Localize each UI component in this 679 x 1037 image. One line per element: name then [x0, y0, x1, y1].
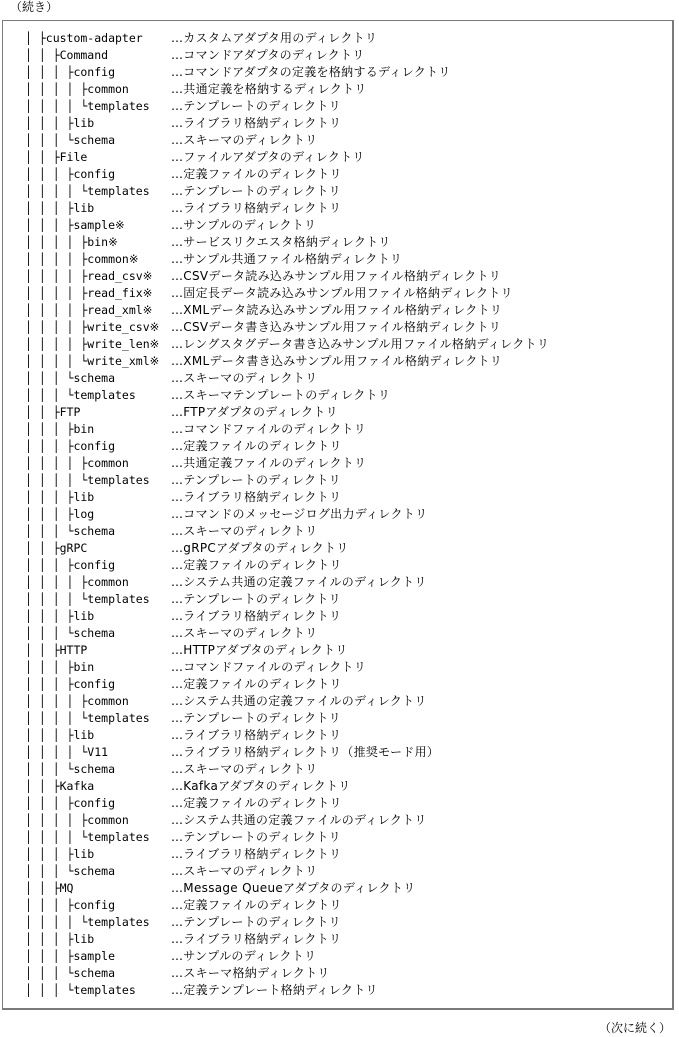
tree-row: [3, 251, 672, 268]
tree-row: [3, 234, 672, 251]
tree-row: [3, 132, 672, 149]
directory-description: …カスタムアダプタ用のディレクトリ: [171, 31, 378, 45]
directory-name: │ │ │ ├lib: [25, 932, 95, 946]
tree-row: [3, 438, 672, 455]
directory-name: │ │ │ │ └templates: [25, 473, 150, 487]
tree-row: [3, 183, 672, 200]
directory-description: …定義ファイルのディレクトリ: [171, 167, 342, 181]
directory-name: │ │ │ ├lib: [25, 490, 95, 504]
tree-row: [3, 710, 672, 727]
directory-name: │ │ │ │ ├common: [25, 575, 129, 589]
directory-tree-box: [2, 20, 674, 1010]
directory-name: │ │ │ ├config: [25, 558, 116, 572]
tree-row: [3, 455, 672, 472]
tree-row: [3, 489, 672, 506]
directory-description: …定義ファイルのディレクトリ: [171, 898, 342, 912]
directory-description: …HTTPアダプタのディレクトリ: [171, 643, 348, 657]
directory-name: │ │ │ └schema: [25, 864, 116, 878]
directory-description: …定義ファイルのディレクトリ: [171, 796, 342, 810]
directory-description: …サンプルのディレクトリ: [171, 218, 317, 232]
tree-row: [3, 676, 672, 693]
directory-description: …FTPアダプタのディレクトリ: [171, 405, 338, 419]
directory-name: │ │ │ │ ├write_csv※: [25, 320, 160, 334]
tree-row: [3, 404, 672, 421]
tree-row: [3, 557, 672, 574]
tree-row: [3, 302, 672, 319]
directory-description: …ライブラリ格納ディレクトリ（推奨モード用）: [171, 745, 440, 759]
directory-description: …レングスタグデータ書き込みサンプル用ファイル格納ディレクトリ: [171, 337, 550, 351]
directory-description: …ライブラリ格納ディレクトリ: [171, 847, 342, 861]
directory-name: │ │ │ │ ├common: [25, 813, 129, 827]
continued-label: （続き）: [10, 0, 59, 14]
tree-row: [3, 421, 672, 438]
directory-name: │ │ │ │ └write_xml※: [25, 354, 160, 368]
directory-name: │ │ ├gRPC: [25, 541, 88, 555]
tree-row: [3, 727, 672, 744]
tree-row: [3, 149, 672, 166]
directory-description: …コマンドアダプタのディレクトリ: [171, 48, 365, 62]
directory-name: │ │ ├File: [25, 150, 88, 164]
tree-row: [3, 982, 672, 999]
directory-description: …ライブラリ格納ディレクトリ: [171, 609, 342, 623]
directory-description: …gRPCアダプタのディレクトリ: [171, 541, 349, 555]
directory-name: │ │ │ ├config: [25, 796, 116, 810]
directory-name: │ │ │ │ └templates: [25, 184, 150, 198]
tree-row: [3, 387, 672, 404]
tree-row: [3, 778, 672, 795]
directory-name: │ │ │ ├sample: [25, 949, 116, 963]
directory-description: …共通定義ファイルのディレクトリ: [171, 456, 367, 470]
directory-name: │ │ │ ├lib: [25, 116, 95, 130]
directory-description: …テンプレートのディレクトリ: [171, 99, 341, 113]
tree-row: [3, 200, 672, 217]
directory-name: │ │ │ │ ├common: [25, 82, 129, 96]
tree-row: [3, 285, 672, 302]
directory-name: │ ├custom-adapter: [25, 31, 143, 45]
directory-name: │ │ ├Command: [25, 48, 109, 62]
directory-description: …ライブラリ格納ディレクトリ: [171, 728, 342, 742]
directory-name: │ │ │ ├config: [25, 898, 116, 912]
directory-name: │ │ │ ├config: [25, 439, 116, 453]
directory-name: │ │ │ │ ├common: [25, 456, 129, 470]
directory-description: …スキーマ格納ディレクトリ: [171, 966, 330, 980]
directory-description: …定義ファイルのディレクトリ: [171, 558, 342, 572]
directory-name: │ │ │ ├sample※: [25, 218, 125, 232]
directory-description: …Kafkaアダプタのディレクトリ: [171, 779, 351, 793]
directory-name: │ │ │ └schema: [25, 966, 116, 980]
tree-row: [3, 965, 672, 982]
directory-name: │ │ │ │ ├read_csv※: [25, 269, 153, 283]
directory-name: │ │ │ │ └templates: [25, 711, 150, 725]
directory-description: …スキーマのディレクトリ: [171, 762, 318, 776]
directory-name: │ │ │ │ └V11: [25, 745, 109, 759]
tree-row: [3, 268, 672, 285]
directory-name: │ │ │ ├lib: [25, 728, 95, 742]
tree-row: [3, 625, 672, 642]
tree-row: [3, 574, 672, 591]
tree-row: [3, 217, 672, 234]
directory-name: │ │ │ ├bin: [25, 422, 95, 436]
directory-name: │ │ │ └schema: [25, 371, 116, 385]
directory-description: …共通定義を格納するディレクトリ: [171, 82, 367, 96]
directory-description: …システム共通の定義ファイルのディレクトリ: [171, 813, 427, 827]
tree-row: [3, 829, 672, 846]
directory-description: …テンプレートのディレクトリ: [171, 830, 341, 844]
directory-tree: [3, 30, 672, 999]
tree-row: [3, 761, 672, 778]
directory-name: │ │ │ └schema: [25, 133, 116, 147]
directory-description: …コマンドファイルのディレクトリ: [171, 660, 367, 674]
directory-description: …コマンドのメッセージログ出力ディレクトリ: [171, 507, 428, 521]
directory-description: …XMLデータ書き込みサンプル用ファイル格納ディレクトリ: [171, 354, 503, 368]
directory-description: …ライブラリ格納ディレクトリ: [171, 116, 342, 130]
directory-description: …ライブラリ格納ディレクトリ: [171, 932, 342, 946]
directory-description: …スキーマのディレクトリ: [171, 864, 318, 878]
tree-row: [3, 81, 672, 98]
directory-name: │ │ │ ├lib: [25, 201, 95, 215]
tree-row: [3, 98, 672, 115]
directory-description: …ライブラリ格納ディレクトリ: [171, 201, 342, 215]
directory-description: …ライブラリ格納ディレクトリ: [171, 490, 342, 504]
directory-name: │ │ │ ├lib: [25, 847, 95, 861]
tree-row: [3, 336, 672, 353]
directory-name: │ │ │ │ ├bin※: [25, 235, 118, 249]
directory-description: …テンプレートのディレクトリ: [171, 711, 341, 725]
directory-description: …サンプル共通ファイル格納ディレクトリ: [171, 252, 403, 266]
directory-name: │ │ │ │ ├read_fix※: [25, 286, 153, 300]
directory-name: │ │ ├Kafka: [25, 779, 95, 793]
tree-row: [3, 693, 672, 710]
tree-row: [3, 812, 672, 829]
directory-description: …定義テンプレート格納ディレクトリ: [171, 983, 378, 997]
tree-row: [3, 863, 672, 880]
directory-name: │ │ │ └schema: [25, 762, 116, 776]
directory-description: …サンプルのディレクトリ: [171, 949, 317, 963]
directory-name: │ │ │ │ └templates: [25, 915, 150, 929]
directory-description: …固定長データ読み込みサンプル用ファイル格納ディレクトリ: [171, 286, 513, 300]
directory-name: │ │ │ │ ├common: [25, 694, 129, 708]
tree-row: [3, 880, 672, 897]
directory-name: │ │ │ ├log: [25, 507, 95, 521]
tree-row: [3, 659, 672, 676]
tree-row: [3, 506, 672, 523]
directory-name: │ │ │ └templates: [25, 388, 136, 402]
directory-description: …定義ファイルのディレクトリ: [171, 439, 342, 453]
directory-name: │ │ │ ├config: [25, 65, 116, 79]
directory-description: …スキーマのディレクトリ: [171, 133, 318, 147]
directory-description: …システム共通の定義ファイルのディレクトリ: [171, 575, 427, 589]
directory-description: …CSVデータ書き込みサンプル用ファイル格納ディレクトリ: [171, 320, 502, 334]
tree-row: [3, 642, 672, 659]
tree-row: [3, 897, 672, 914]
directory-name: │ │ │ ├bin: [25, 660, 95, 674]
directory-name: │ │ │ └schema: [25, 626, 116, 640]
directory-description: …定義ファイルのディレクトリ: [171, 677, 342, 691]
directory-name: │ │ │ │ ├common※: [25, 252, 139, 266]
directory-description: …Message Queueアダプタのディレクトリ: [171, 881, 416, 895]
directory-description: …CSVデータ読み込みサンプル用ファイル格納ディレクトリ: [171, 269, 502, 283]
directory-description: …テンプレートのディレクトリ: [171, 915, 341, 929]
tree-row: [3, 540, 672, 557]
directory-name: │ │ │ ├lib: [25, 609, 95, 623]
directory-name: │ │ │ │ └templates: [25, 830, 150, 844]
tree-row: [3, 472, 672, 489]
tree-row: [3, 30, 672, 47]
tree-row: [3, 846, 672, 863]
tree-row: [3, 931, 672, 948]
directory-name: │ │ │ └schema: [25, 524, 116, 538]
directory-description: …スキーマのディレクトリ: [171, 626, 318, 640]
tree-row: [3, 353, 672, 370]
tree-row: [3, 795, 672, 812]
directory-description: …システム共通の定義ファイルのディレクトリ: [171, 694, 427, 708]
directory-description: …コマンドファイルのディレクトリ: [171, 422, 367, 436]
tree-row: [3, 166, 672, 183]
directory-name: │ │ │ └templates: [25, 983, 136, 997]
tree-row: [3, 115, 672, 132]
tree-row: [3, 744, 672, 761]
directory-name: │ │ │ │ └templates: [25, 592, 150, 606]
tree-row: [3, 608, 672, 625]
tree-row: [3, 948, 672, 965]
directory-description: …サービスリクエスタ格納ディレクトリ: [171, 235, 391, 249]
directory-description: …テンプレートのディレクトリ: [171, 184, 341, 198]
directory-name: │ │ │ ├config: [25, 167, 116, 181]
directory-description: …ファイルアダプタのディレクトリ: [171, 150, 365, 164]
tree-row: [3, 370, 672, 387]
directory-description: …XMLデータ読み込みサンプル用ファイル格納ディレクトリ: [171, 303, 503, 317]
tree-row: [3, 523, 672, 540]
continues-next-label: （次に続く）: [598, 1021, 671, 1035]
tree-row: [3, 47, 672, 64]
directory-name: │ │ │ │ └templates: [25, 99, 150, 113]
directory-name: │ │ │ │ ├read_xml※: [25, 303, 153, 317]
directory-description: …テンプレートのディレクトリ: [171, 592, 341, 606]
directory-name: │ │ │ ├config: [25, 677, 116, 691]
tree-row: [3, 591, 672, 608]
directory-name: │ │ ├MQ: [25, 881, 74, 895]
directory-name: │ │ ├FTP: [25, 405, 81, 419]
tree-row: [3, 64, 672, 81]
directory-description: …スキーマのディレクトリ: [171, 524, 318, 538]
directory-description: …スキーマテンプレートのディレクトリ: [171, 388, 391, 402]
directory-description: …スキーマのディレクトリ: [171, 371, 318, 385]
directory-description: …テンプレートのディレクトリ: [171, 473, 341, 487]
tree-row: [3, 319, 672, 336]
directory-description: …コマンドアダプタの定義を格納するディレクトリ: [171, 65, 451, 79]
tree-row: [3, 914, 672, 931]
directory-name: │ │ │ │ ├write_len※: [25, 337, 160, 351]
directory-name: │ │ ├HTTP: [25, 643, 88, 657]
